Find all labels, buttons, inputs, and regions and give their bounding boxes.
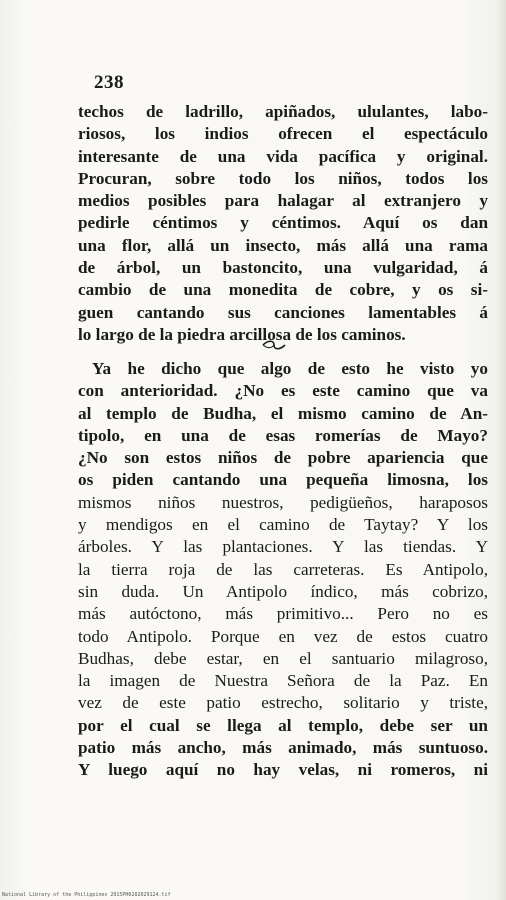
text-line: guen cantando sus canciones lamentables á bbox=[78, 302, 488, 322]
text-line: techos de ladrillo, apiñados, ululantes, labo- bbox=[78, 102, 488, 121]
text-line: medios posibles para halagar al extranjero y bbox=[78, 191, 488, 211]
text-line: Procuran, sobre todo los niños, todos los bbox=[78, 168, 488, 188]
text-line: árboles. Y las plantaciones. Y las tiendas. Y bbox=[78, 537, 488, 557]
text-line: todo Antipolo. Porque en vez de estos cuatro bbox=[78, 626, 488, 646]
text-line: os piden cantando una pequeña limosna, los bbox=[78, 470, 488, 490]
text-line: interesante de una vida pacífica y original. bbox=[78, 146, 488, 166]
page-edge-shadow bbox=[496, 0, 506, 900]
text-line: con anterioridad. ¿No es este camino que va bbox=[78, 381, 488, 401]
text-line: Ya he dicho que algo de esto he visto yo bbox=[92, 359, 488, 378]
section-divider-ornament bbox=[261, 339, 287, 351]
text-line: la tierra roja de las carreteras. Es Antipolo, bbox=[78, 559, 488, 579]
text-line: patio más ancho, más animado, más suntuoso. bbox=[78, 738, 488, 758]
text-line: Budhas, debe estar, en el santuario milagroso, bbox=[78, 648, 488, 668]
paragraph-1 bbox=[78, 101, 488, 346]
text-line: de árbol, un bastoncito, una vulgaridad, á bbox=[78, 258, 488, 278]
text-line: vez de este patio estrecho, solitario y triste, bbox=[78, 693, 488, 713]
text-line: tipolo, en una de esas romerías de Mayo? bbox=[78, 425, 488, 445]
text-line: ¿No son estos niños de pobre apariencia que bbox=[78, 448, 488, 468]
paragraph-2 bbox=[78, 358, 488, 782]
text-line: una flor, allá un insecto, más allá una rama bbox=[78, 235, 488, 255]
text-line: sin duda. Un Antipolo índico, más cobrizo, bbox=[78, 581, 488, 601]
text-line: al templo de Budha, el mismo camino de An- bbox=[78, 403, 488, 423]
text-line: pedirle céntimos y céntimos. Aquí os dan bbox=[78, 213, 488, 233]
text-line: riosos, los indios ofrecen el espectáculo bbox=[78, 124, 488, 144]
text-line: mismos niños nuestros, pedigüeños, haraposos bbox=[78, 492, 488, 512]
scan-watermark: National Library of the Philippines 2015PH0202029124.tif bbox=[2, 892, 171, 898]
text-line: y mendigos en el camino de Taytay? Y los bbox=[78, 515, 488, 535]
page-number: 238 bbox=[94, 72, 124, 93]
text-line: más autóctono, más primitivo... Pero no es bbox=[78, 604, 488, 624]
text-line: cambio de una monedita de cobre, y os si- bbox=[78, 280, 488, 300]
text-line: lo largo de la piedra arcillosa de los caminos. bbox=[78, 324, 406, 344]
text-line: por el cual se llega al templo, debe ser un bbox=[78, 715, 488, 735]
text-line: Y luego aquí no hay velas, ni romeros, ni bbox=[78, 760, 488, 780]
text-line: la imagen de Nuestra Señora de la Paz. En bbox=[78, 671, 488, 691]
